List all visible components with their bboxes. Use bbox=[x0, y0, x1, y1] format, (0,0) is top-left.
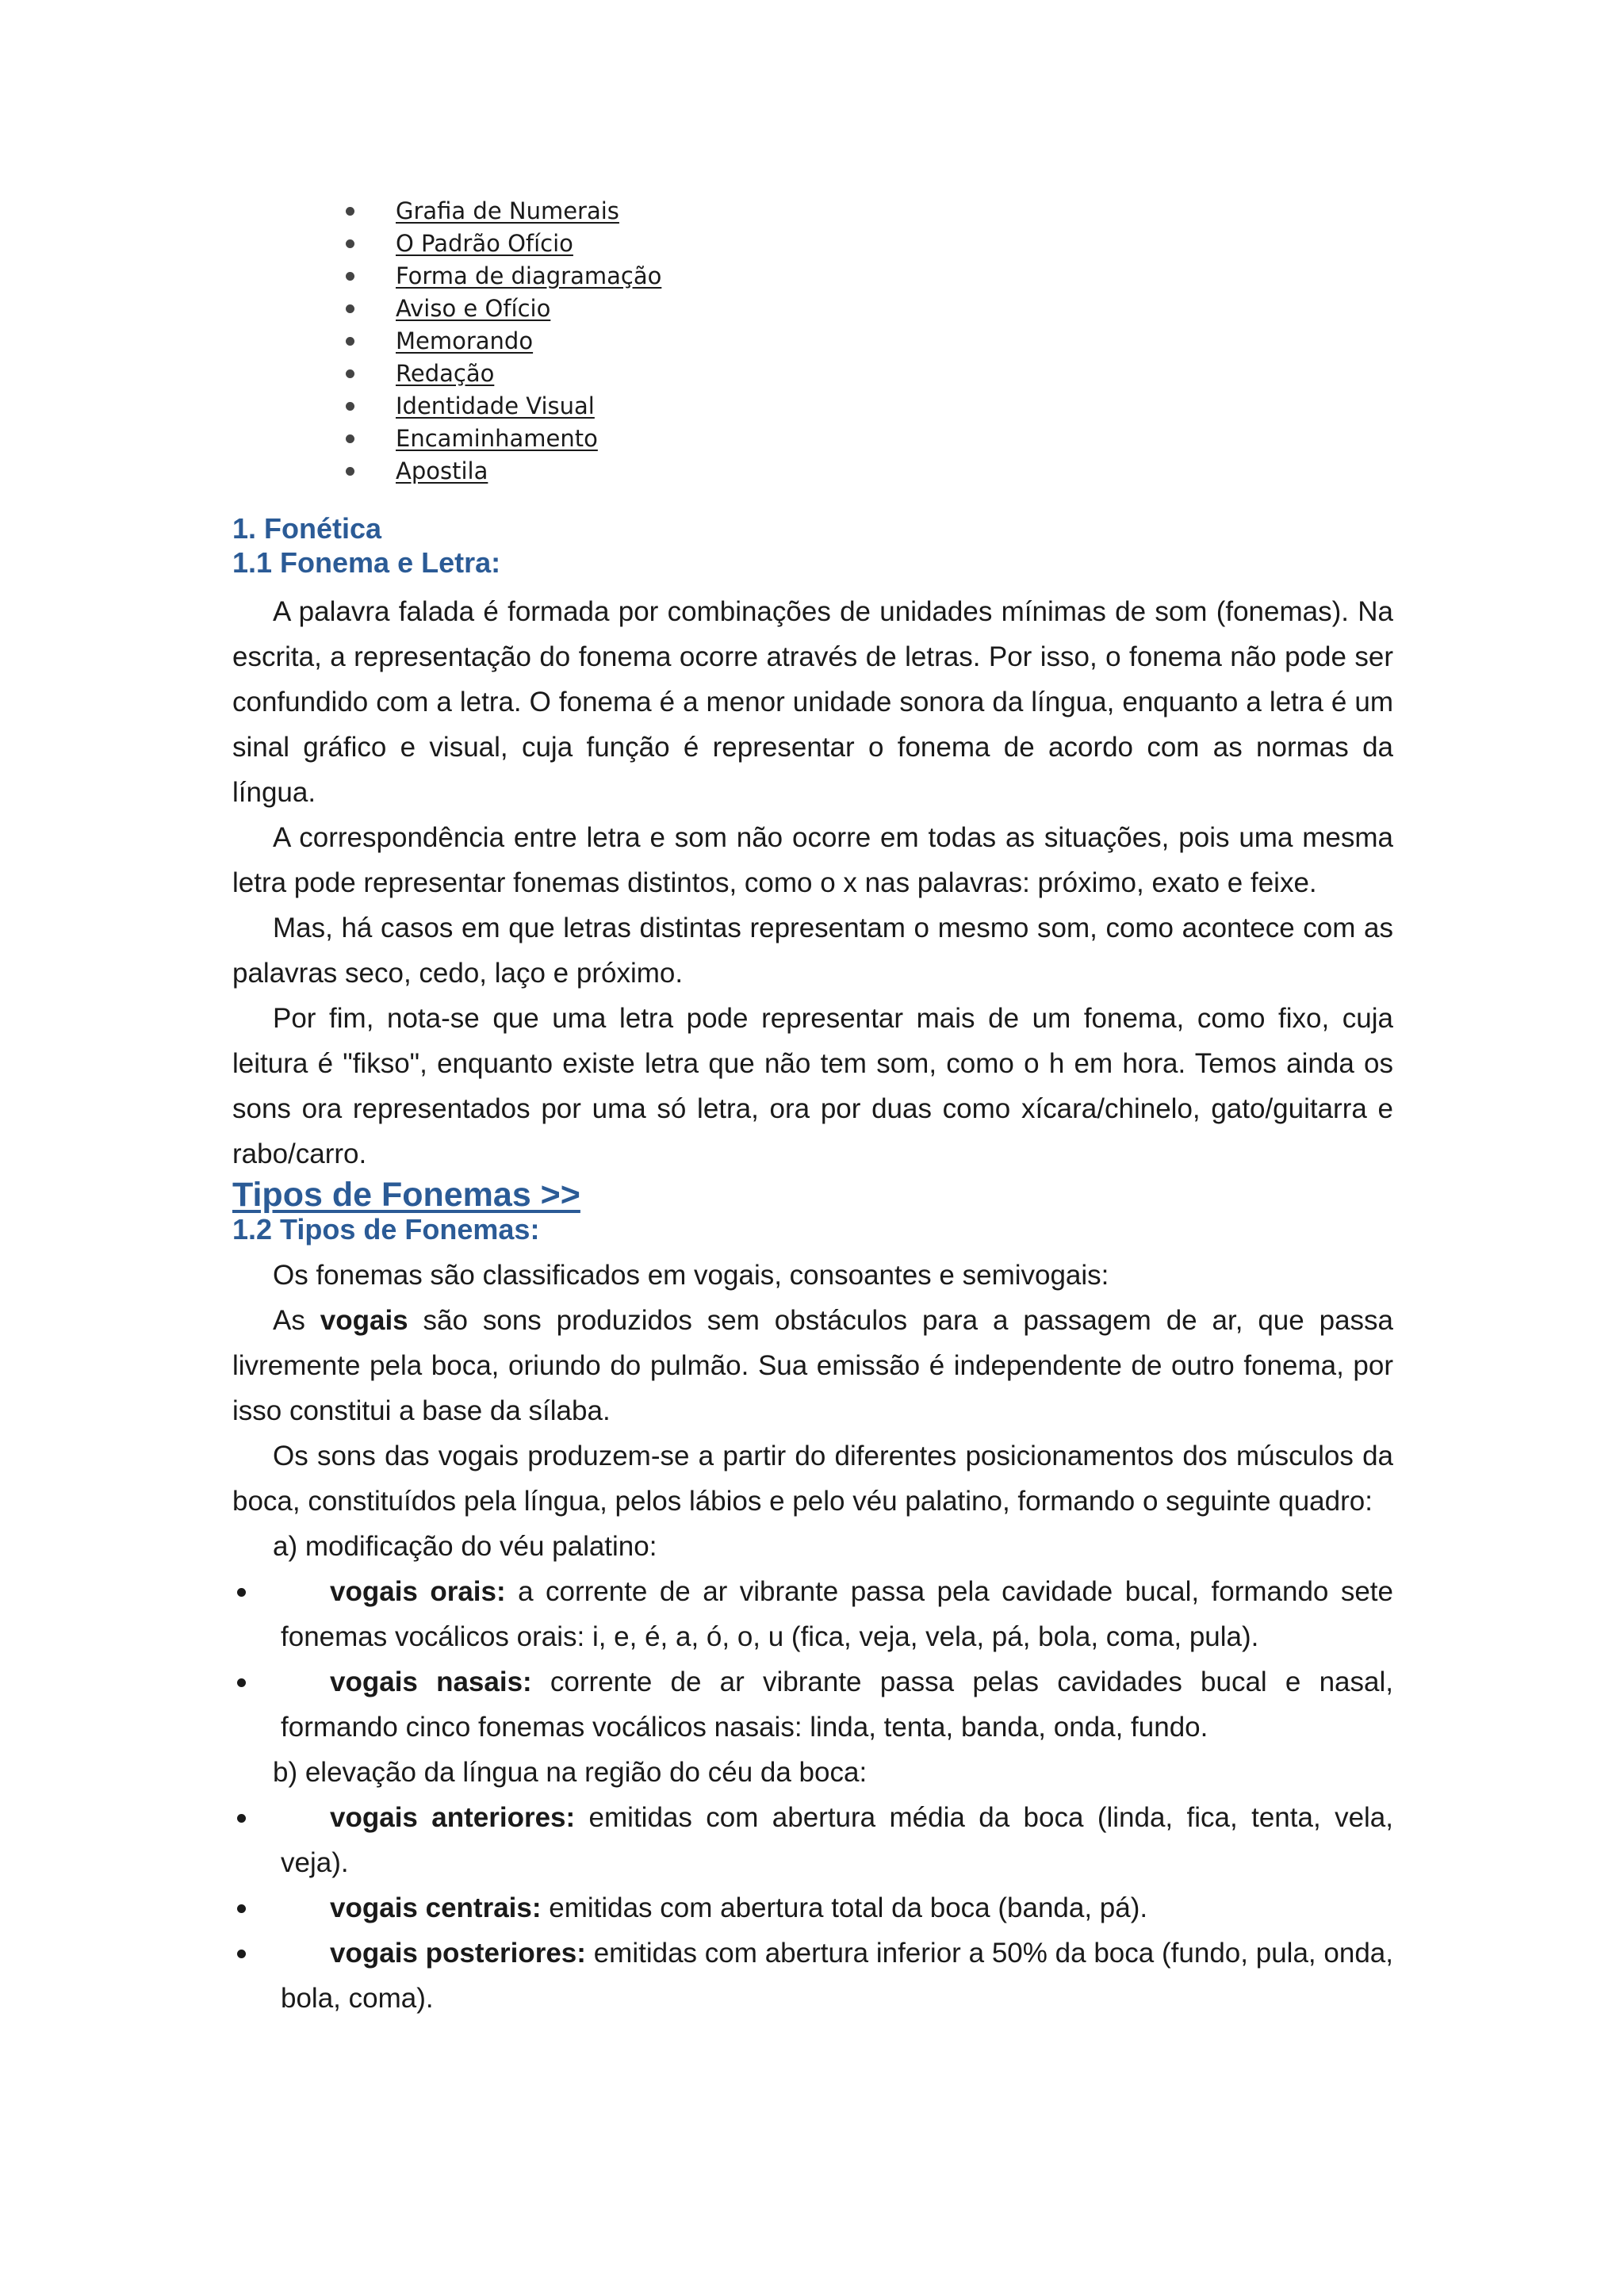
sublist-label-b: b) elevação da língua na região do céu da boca: bbox=[273, 1757, 868, 1788]
link-apostila[interactable]: Apostila bbox=[396, 457, 488, 484]
link-aviso-e-oficio[interactable]: Aviso e Ofício bbox=[396, 295, 551, 322]
item-text bbox=[281, 1802, 575, 1833]
paragraph: Mas, há casos em que letras distintas representam o mesmo som, como acontece com as palavras seco, cedo, laço e próximo. bbox=[232, 913, 1393, 989]
link-encaminhamento[interactable]: Encaminhamento bbox=[396, 425, 598, 452]
link-identidade-visual[interactable]: Identidade Visual bbox=[396, 392, 595, 419]
text-run: corrente de ar vibrante passa pelas cavidades bucal e nasal, formando cinco fonemas vocálicos nasais: linda, tenta, banda, onda, fundo. bbox=[281, 1667, 1393, 1743]
list-item bbox=[232, 1931, 1393, 2021]
list-item bbox=[232, 1659, 1393, 1750]
item-text bbox=[281, 1576, 506, 1607]
list-item bbox=[232, 1569, 1393, 1659]
bold-term: vogais centrais: bbox=[330, 1892, 542, 1923]
list-item bbox=[339, 260, 661, 293]
bullet-icon bbox=[346, 369, 354, 378]
list-item bbox=[232, 1885, 1393, 1931]
text-run: emitidas com abertura média da boca (linda, fica, tenta, vela, veja). bbox=[281, 1802, 1393, 1878]
text-run: a corrente de ar vibrante passa pela cavidade bucal, formando sete fonemas vocálicos orais: i, e, é, a, ó, o, u (fica, veja, vela, pá, bola, coma, pula). bbox=[281, 1576, 1393, 1652]
item-text bbox=[281, 1667, 532, 1697]
link-padrao-oficio[interactable]: O Padrão Ofício bbox=[396, 230, 573, 257]
link-forma-de-diagramacao[interactable]: Forma de diagramação bbox=[396, 262, 662, 289]
section-title: 1. Fonética bbox=[232, 512, 382, 545]
bullet-icon bbox=[346, 467, 354, 476]
text-run: As bbox=[273, 1305, 320, 1336]
bold-term: vogais bbox=[320, 1305, 408, 1336]
list-item bbox=[339, 390, 661, 423]
list-item bbox=[339, 195, 661, 228]
item-text bbox=[281, 1938, 586, 1969]
bullet-icon bbox=[346, 402, 354, 411]
paragraph: Os sons das vogais produzem-se a partir do diferentes posicionamentos dos músculos da boca, constituídos pela língua, pelos lábios e pelo véu palatino, formando o seguinte quadro: bbox=[232, 1441, 1393, 1517]
bullet-icon bbox=[237, 1588, 246, 1597]
bullet-icon bbox=[346, 207, 354, 216]
bullet-icon bbox=[346, 337, 354, 346]
bold-term: vogais anteriores: bbox=[330, 1802, 576, 1833]
bullet-icon bbox=[346, 434, 354, 443]
bullet-icon bbox=[346, 304, 354, 313]
item-text bbox=[281, 1892, 542, 1923]
link-redacao[interactable]: Redação bbox=[396, 360, 495, 387]
vowel-list-b bbox=[232, 1795, 1393, 2021]
paragraph: Os fonemas são classificados em vogais, consoantes e semivogais: bbox=[273, 1260, 1109, 1291]
paragraph-vogais bbox=[232, 1298, 1393, 1433]
text-run: emitidas com abertura total da boca (banda, pá). bbox=[541, 1892, 1148, 1923]
text-run: são sons produzidos sem obstáculos para a passagem de ar, que passa livremente pela boca, oriundo do pulmão. Sua emissão é independente de outro fonema, por isso constitui a base da sílaba. bbox=[232, 1305, 1394, 1426]
vowel-list-a bbox=[232, 1569, 1393, 1750]
section-subtitle-tipos-de-fonemas: 1.2 Tipos de Fonemas: bbox=[232, 1213, 540, 1246]
list-item bbox=[339, 358, 661, 390]
text-run: emitidas com abertura inferior a 50% da boca (fundo, pula, onda, bola, coma). bbox=[281, 1938, 1393, 2014]
link-memorando[interactable]: Memorando bbox=[396, 327, 534, 354]
sublist-label-a: a) modificação do véu palatino: bbox=[273, 1531, 657, 1562]
list-item bbox=[339, 325, 661, 358]
list-item bbox=[339, 293, 661, 325]
paragraph: A palavra falada é formada por combinações de unidades mínimas de som (fonemas). Na escrita, a representação do fonema ocorre através de letras. Por isso, o fonema não pode ser confundido com a letra. O fonema é a menor unidade sonora da língua, enquanto a letra é um sinal gráfico e visual, cuja função é representar o fonema de acordo com as normas da língua. bbox=[232, 596, 1393, 808]
article-body bbox=[232, 511, 1393, 2021]
paragraph: A correspondência entre letra e som não ocorre em todas as situações, pois uma mesma letra pode representar fonemas distintos, como o x nas palavras: próximo, exato e feixe. bbox=[232, 822, 1393, 898]
tipos-de-fonemas-link[interactable]: Tipos de Fonemas >> bbox=[232, 1176, 580, 1214]
topic-link-list bbox=[339, 195, 661, 488]
bullet-icon bbox=[237, 1678, 246, 1687]
bold-term: vogais orais: bbox=[330, 1576, 506, 1607]
bullet-icon bbox=[346, 239, 354, 248]
link-grafia-de-numerais[interactable]: Grafia de Numerais bbox=[396, 197, 619, 224]
bullet-icon bbox=[346, 272, 354, 281]
bold-term: vogais posteriores: bbox=[330, 1938, 586, 1969]
list-item bbox=[339, 228, 661, 260]
list-item bbox=[339, 455, 661, 488]
paragraph: Por fim, nota-se que uma letra pode representar mais de um fonema, como fixo, cuja leitura é "fikso", enquanto existe letra que não tem som, como o h em hora. Temos ainda os sons ora representados por uma só letra, ora por duas como xícara/chinelo, gato/guitarra e rabo/carro. bbox=[232, 1003, 1393, 1169]
bullet-icon bbox=[237, 1950, 246, 1958]
list-item bbox=[339, 423, 661, 455]
list-item bbox=[232, 1795, 1393, 1885]
bold-term: vogais nasais: bbox=[330, 1667, 532, 1697]
bullet-icon bbox=[237, 1904, 246, 1913]
section-subtitle-fonema-e-letra: 1.1 Fonema e Letra: bbox=[232, 546, 501, 579]
bullet-icon bbox=[237, 1814, 246, 1823]
